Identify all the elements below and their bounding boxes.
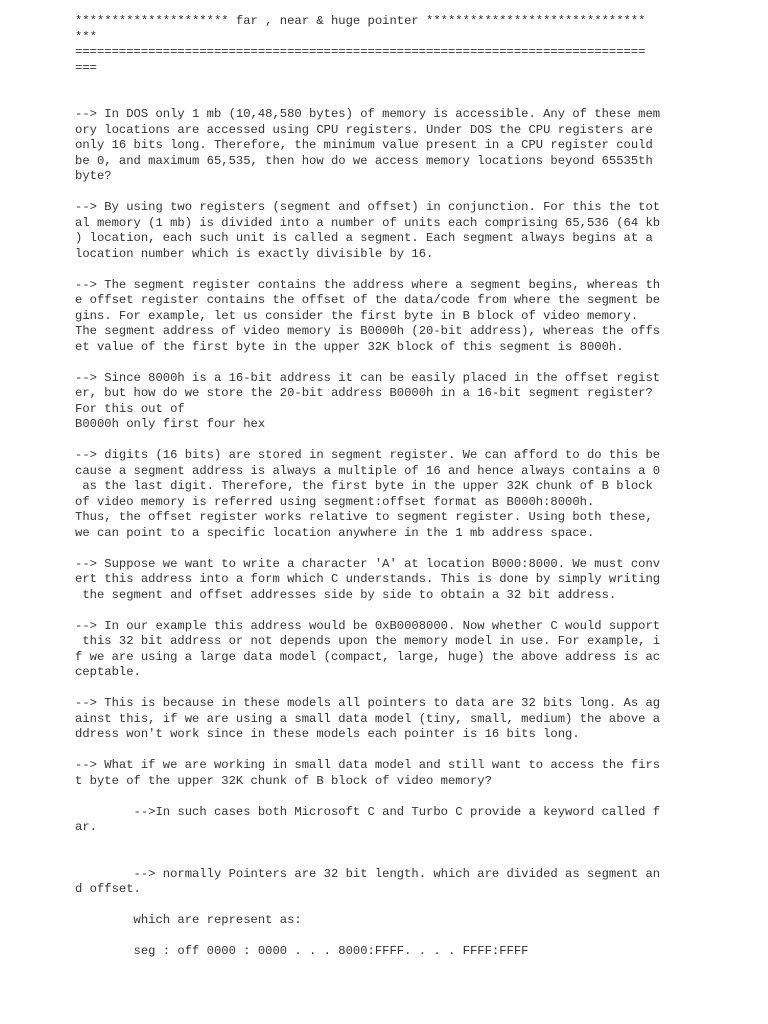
paragraph-line: B0000h only first four hex (75, 417, 266, 431)
spacer (75, 929, 755, 945)
paragraph-line: t byte of the upper 32K chunk of B block of video memory? (75, 773, 492, 788)
paragraph (75, 619, 755, 681)
paragraph (75, 200, 755, 262)
paragraph-line: of video memory is referred using segment:offset format as B000h:8000h. (75, 494, 595, 509)
paragraph-line: ainst this, if we are using a small data model (tiny, small, medium) the above a (75, 711, 661, 726)
spacer (75, 603, 755, 619)
paragraph-line: this 32 bit address or not depends upon the memory model in use. For example, i (75, 634, 661, 648)
paragraph-line: For this out of (75, 401, 185, 416)
paragraph (75, 448, 755, 541)
paragraph-line: al memory (1 mb) is divided into a number of units each comprising 65,536 (64 kb (75, 215, 661, 230)
paragraph-line: --> The segment register contains the address where a segment begins, whereas th (75, 277, 661, 292)
paragraph-line: --> digits (16 bits) are stored in segment register. We can afford to do this be (75, 448, 661, 462)
spacer (75, 836, 755, 867)
spacer (75, 681, 755, 697)
header-title-line: ********************* far , near & huge pointer ****************************** (75, 14, 646, 28)
paragraph-line: -->In such cases both Microsoft C and Turbo C provide a keyword called f (75, 804, 661, 819)
paragraph-line: only 16 bits long. Therefore, the minimum value present in a CPU register could (75, 138, 653, 152)
paragraph-line: ddress won't work since in these models each pointer is 16 bits long. (75, 727, 580, 741)
spacer (75, 541, 755, 557)
spacer (75, 76, 755, 107)
paragraphs (75, 107, 755, 836)
paragraph (75, 371, 755, 433)
paragraph-line: ory locations are accessed using CPU registers. Under DOS the CPU registers are (75, 122, 653, 137)
paragraph-line: er, but how do we store the 20-bit address B0000h in a 16-bit segment register? (75, 386, 653, 400)
paragraph-line: byte? (75, 169, 112, 183)
paragraph-line: The segment address of video memory is B0000h (20-bit address), whereas the offs (75, 324, 661, 338)
paragraph-line: gins. For example, let us consider the first byte in B block of video memory. (75, 308, 639, 323)
paragraph-line: --> In our example this address would be 0xB0008000. Now whether C would support (75, 618, 661, 633)
pointer-text-line: --> normally Pointers are 32 bit length. which are divided as segment an (75, 866, 661, 881)
paragraph-line: cause a segment address is always a multiple of 16 and hence always contains a 0 (75, 463, 661, 478)
header-rule-line-wrap: === (75, 60, 97, 75)
spacer (75, 433, 755, 449)
header-title-line-wrap: *** (75, 29, 97, 44)
spacer (75, 898, 755, 914)
paragraph-line: --> This is because in these models all pointers to data are 32 bits long. As ag (75, 696, 661, 710)
paragraph-line: Thus, the offset register works relative to segment register. Using both these, (75, 510, 653, 524)
paragraph (75, 758, 755, 789)
spacer (75, 789, 755, 805)
paragraph-line: --> Suppose we want to write a character 'A' at location B000:8000. We must conv (75, 556, 661, 571)
paragraph (75, 278, 755, 356)
paragraph-line: ceptable. (75, 665, 141, 679)
paragraph-line: et value of the first byte in the upper 32K block of this segment is 8000h. (75, 339, 624, 354)
seg-off-text-line: seg : off 0000 : 0000 . . . 8000:FFFF. . . . FFFF:FFFF (75, 944, 529, 958)
paragraph-line: --> What if we are working in small data model and still want to access the firs (75, 758, 661, 772)
paragraph-line: ar. (75, 820, 97, 834)
paragraph (75, 805, 755, 836)
paragraph (75, 107, 755, 185)
spacer (75, 262, 755, 278)
paragraph-line: --> By using two registers (segment and offset) in conjunction. For this the tot (75, 200, 661, 214)
paragraph (75, 557, 755, 604)
document-text (75, 14, 755, 960)
paragraph-line: --> In DOS only 1 mb (10,48,580 bytes) of memory is accessible. Any of these mem (75, 107, 661, 121)
paragraph-line: as the last digit. Therefore, the first byte in the upper 32K chunk of B block (75, 479, 653, 493)
paragraph-line: f we are using a large data model (compact, large, huge) the above address is ac (75, 649, 661, 664)
spacer (75, 185, 755, 201)
paragraph-line: location number which is exactly divisible by 16. (75, 246, 434, 261)
paragraph-line: ) location, each such unit is called a segment. Each segment always begins at a (75, 231, 653, 245)
represent-text-line: which are represent as: (75, 913, 302, 927)
paragraph-line: ert this address into a form which C understands. This is done by simply writing (75, 572, 661, 586)
paragraph-line: --> Since 8000h is a 16-bit address it can be easily placed in the offset regist (75, 370, 661, 385)
paragraph-line: be 0, and maximum 65,535, then how do we access memory locations beyond 65535th (75, 153, 653, 168)
paragraph-line: we can point to a specific location anywhere in the 1 mb address space. (75, 525, 595, 540)
spacer (75, 355, 755, 371)
paragraph (75, 696, 755, 743)
spacer (75, 743, 755, 759)
pointer-text-line-wrap: d offset. (75, 882, 141, 896)
paragraph-line: the segment and offset addresses side by side to obtain a 32 bit address. (75, 587, 617, 602)
header-rule-line: ============================================================================== (75, 45, 646, 59)
paragraph-line: e offset register contains the offset of the data/code from where the segment be (75, 293, 661, 307)
